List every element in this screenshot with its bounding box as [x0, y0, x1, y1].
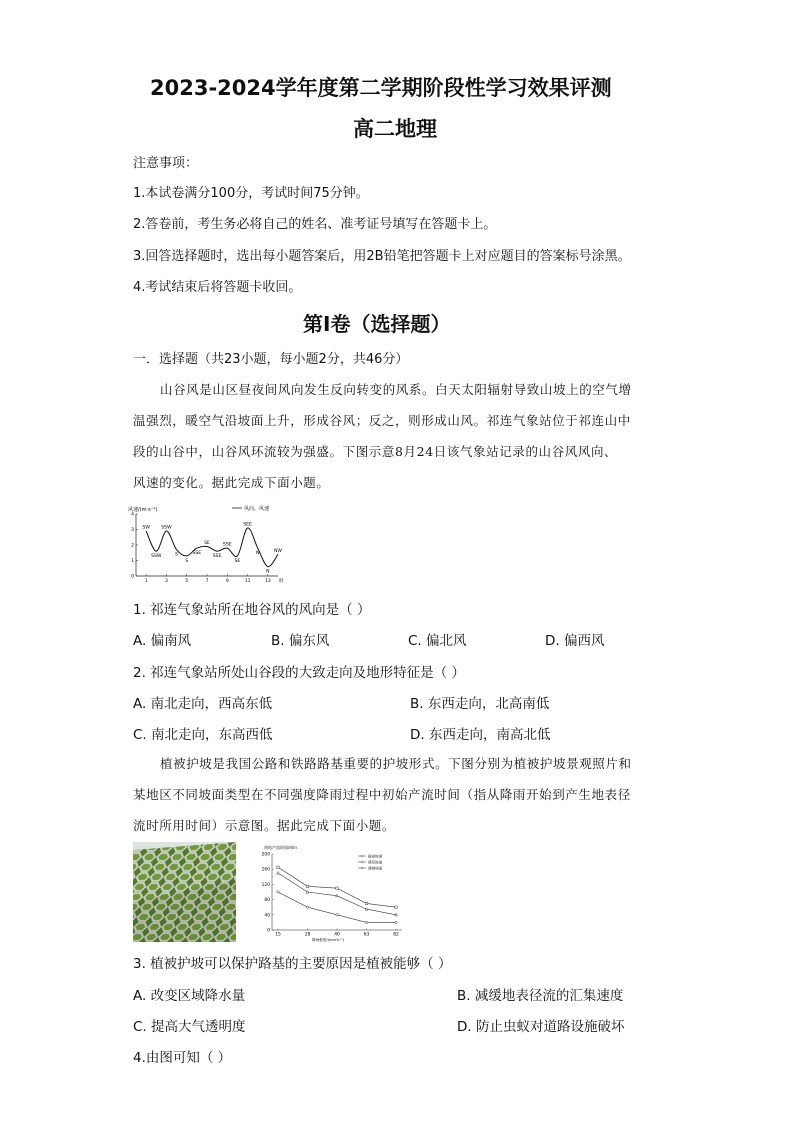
- passage-line: 段的山谷中，山谷风环流较为强盛。下图示意8月24日该气象站记录的山谷风风向、: [133, 444, 618, 459]
- runoff-point: [395, 921, 397, 923]
- passage-line: 风速的变化。据此完成下面小题。: [133, 475, 330, 490]
- wind-direction-label: N: [266, 569, 270, 575]
- part-heading: 一．选择题（共23小题，每小题2分，共46分）: [133, 352, 409, 367]
- option-c[interactable]: C. 南北走向，东高西低: [133, 727, 273, 743]
- legend-label: 植被坡面: [368, 854, 383, 859]
- wind-direction-label: N: [255, 551, 260, 557]
- runoff-point: [365, 908, 368, 911]
- wind-direction-label: SSE: [212, 554, 222, 560]
- y-tick-label: 0: [267, 928, 270, 934]
- wind-chart-legend: [232, 505, 269, 512]
- option-d[interactable]: D. 偏西风: [545, 633, 605, 649]
- x-tick-label: 9: [225, 579, 229, 584]
- runoff-point: [277, 872, 280, 875]
- section-title: 第Ⅰ卷（选择题）: [303, 312, 451, 336]
- y-tick-label: 80: [264, 898, 270, 904]
- y-tick-label: 0: [131, 574, 134, 580]
- legend-marker: [361, 861, 363, 863]
- runoff-point: [395, 913, 398, 916]
- x-tick-label: 28: [304, 932, 311, 938]
- option-b[interactable]: B. 减缓地表径流的汇集速度: [457, 988, 624, 1004]
- runoff-point: [306, 906, 308, 908]
- wind-direction-label: SSW: [151, 554, 162, 560]
- legend-marker: [361, 855, 363, 857]
- x-tick-label: 82: [393, 932, 399, 938]
- option-d[interactable]: D. 防止虫蚁对道路设施破坏: [457, 1019, 625, 1035]
- x-tick-label: 5: [185, 579, 189, 584]
- wind-direction-label: S: [185, 558, 189, 564]
- x-tick-label: 40: [334, 932, 340, 938]
- wind-direction-label: SE: [204, 541, 210, 547]
- passage-line: 某地区不同坡面类型在不同强度降雨过程中初始产流时间（指从降雨开始到产生地表径: [133, 787, 631, 802]
- option-c[interactable]: C. 提高大气透明度: [133, 1019, 246, 1035]
- option-c[interactable]: C. 偏北风: [408, 633, 467, 649]
- wind-direction-label: SSE: [192, 551, 202, 557]
- wind-direction-label: SSE: [222, 542, 232, 548]
- y-tick-label: 120: [261, 882, 270, 888]
- passage-line: 流时所用时间）示意图。据此完成下面小题。: [133, 818, 396, 833]
- x-tick-label: 15: [275, 932, 281, 938]
- y-tick-label: 200: [261, 852, 270, 858]
- option-d[interactable]: D. 东西走向，南高北低: [410, 727, 551, 743]
- wind-direction-label: NW: [274, 548, 282, 554]
- y-tick-label: 3: [131, 528, 134, 534]
- runoff-point: [277, 891, 279, 893]
- runoff-point: [336, 914, 338, 916]
- question-stem: 1. 祁连气象站所在地谷风的风向是（ ）: [133, 602, 371, 618]
- option-a[interactable]: A. 南北走向，西高东低: [133, 696, 273, 712]
- passage-line: 温强烈，暖空气沿坡面上升，形成谷风；反之，则形成山风。祁连气象站位于祁连山中: [133, 413, 631, 428]
- note-item: 3.回答选择题时，选出每小题答案后，用2B铅笔把答题卡上对应题目的答案标号涂黑。: [133, 249, 631, 264]
- x-tick-label: 7: [205, 579, 209, 584]
- wind-direction-label: S: [175, 552, 179, 558]
- exam-title: 2023-2024学年度第二学期阶段性学习效果评测: [150, 76, 612, 100]
- wind-direction-label: SSW: [161, 525, 172, 531]
- subject-title: 高二地理: [353, 117, 437, 141]
- option-b[interactable]: B. 偏东风: [271, 633, 330, 649]
- note-item: 4.考试结束后将答题卡收回。: [133, 280, 302, 295]
- slope-protection-photo: [133, 842, 236, 942]
- runoff-point: [395, 906, 397, 908]
- option-a[interactable]: A. 偏南风: [133, 633, 192, 649]
- passage-line: 植被护坡是我国公路和铁路路基重要的护坡形式。下图分别为植被护坡景观照片和: [160, 756, 632, 771]
- question-stem: 3. 植被护坡可以保护路基的主要原因是植被能够（ ）: [133, 956, 452, 972]
- x-unit-label: 时: [279, 579, 284, 584]
- runoff-point: [336, 894, 339, 897]
- runoff-point: [365, 921, 367, 923]
- legend-label: 裸草坡面: [368, 860, 383, 865]
- x-tick-label: 13: [264, 579, 271, 584]
- legend-label: 风向、风速: [244, 506, 270, 512]
- option-a[interactable]: A. 改变区域降水量: [133, 988, 246, 1004]
- x-tick-label: 63: [363, 932, 370, 938]
- runoff-chart-ylabel: 初始产流时间/min: [264, 845, 297, 850]
- passage-line: 山谷风是山区昼夜间风向发生反向转变的风系。白天太阳辐射导致山坡上的空气增: [160, 382, 632, 397]
- wind-speed-line: [146, 528, 278, 567]
- legend-marker: [361, 867, 363, 869]
- wind-chart: [128, 503, 288, 585]
- x-tick-label: 11: [244, 579, 251, 584]
- x-tick-label: 3: [164, 579, 168, 584]
- runoff-point: [365, 902, 367, 904]
- wind-chart-ylabel: 风速/(m·s⁻¹): [128, 507, 158, 513]
- runoff-chart-xlabel: 降雨强度/(mm·h⁻¹): [312, 938, 345, 942]
- wind-direction-label: SW: [142, 525, 150, 531]
- runoff-point: [306, 885, 308, 887]
- wind-direction-label: SE: [234, 558, 241, 564]
- y-tick-label: 1: [131, 559, 134, 565]
- notes-heading: 注意事项：: [133, 156, 199, 171]
- note-item: 1.本试卷满分100分，考试时间75分钟。: [133, 186, 369, 201]
- question-stem: 2. 祁连气象站所处山谷段的大致走向及地形特征是（ ）: [133, 665, 465, 681]
- y-tick-label: 40: [264, 913, 270, 919]
- wind-direction-label: SEE: [243, 522, 252, 528]
- note-item: 2.答卷前，考生务必将自己的姓名、准考证号填写在答题卡上。: [133, 217, 497, 232]
- runoff-point: [277, 866, 279, 868]
- runoff-chart: [250, 844, 410, 944]
- y-tick-label: 160: [261, 867, 270, 873]
- y-tick-label: 4: [131, 512, 134, 518]
- option-b[interactable]: B. 东西走向，北高南低: [410, 696, 550, 712]
- runoff-point: [336, 887, 338, 889]
- y-tick-label: 2: [131, 543, 134, 549]
- x-tick-label: 1: [144, 579, 148, 584]
- question-stem: 4.由图可知（ ）: [133, 1050, 232, 1066]
- legend-label: 裸坡坡面: [368, 866, 383, 871]
- runoff-point: [306, 891, 309, 894]
